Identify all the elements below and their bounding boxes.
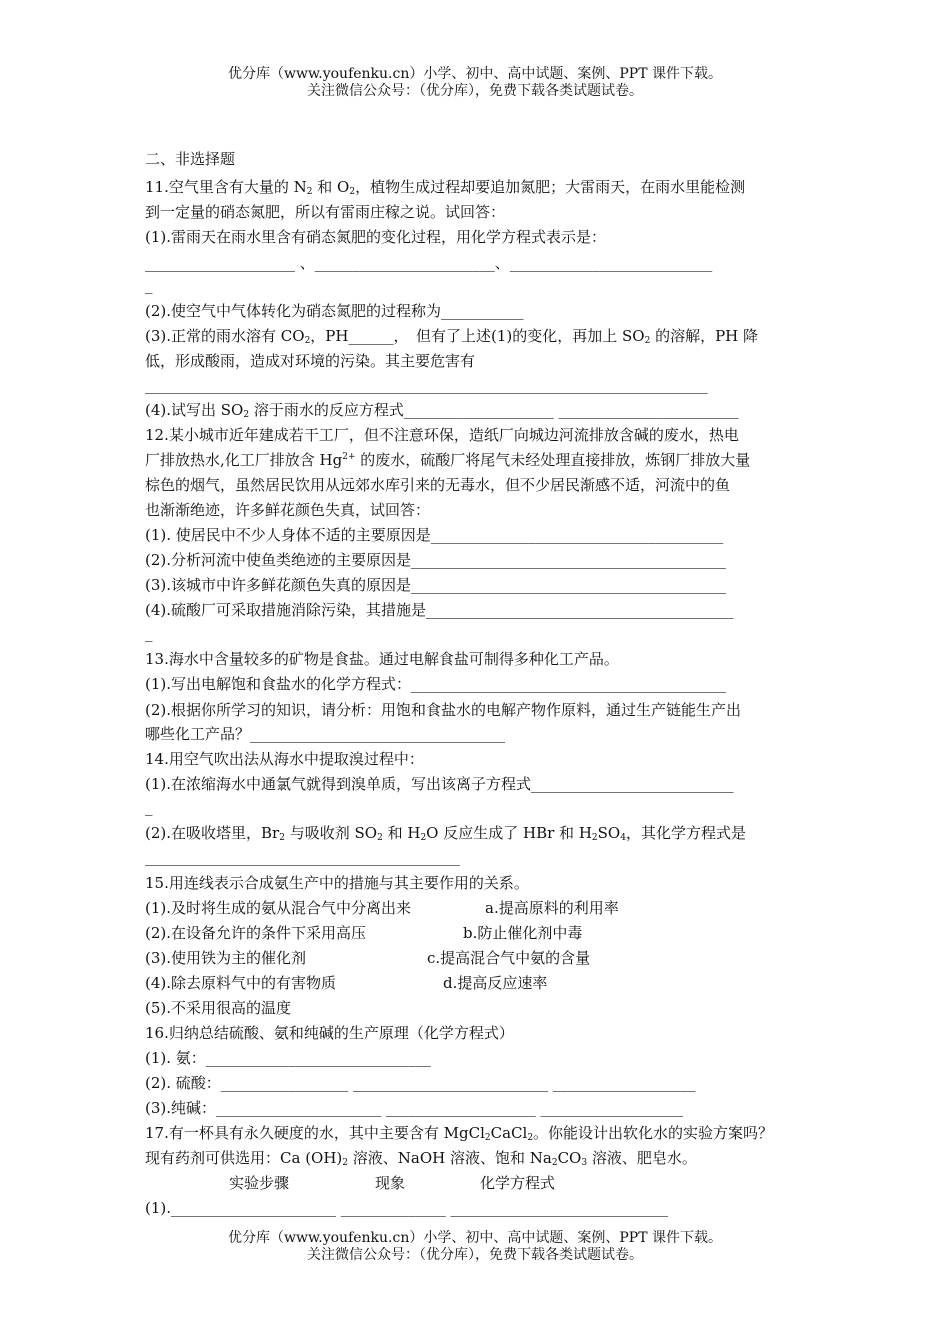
q15-measure-1[interactable]: (1).及时将生成的氨从混合气中分离出来 (145, 899, 412, 917)
page-footer (0, 1230, 950, 1264)
q11-part4[interactable]: (4).试写出 $SO_2$ 溶于雨水的反应方程式____________________ ________________________ (145, 401, 739, 420)
q15-effect-a[interactable]: a.提高原料的利用率 (485, 899, 619, 917)
q12-part1[interactable]: (1). 使居民中不少人身体不适的主要原因是_______________________________________ (145, 526, 724, 544)
q13-part2: (2).根据你所学习的知识，请分析：用饱和食盐水的电解产物作原料，通过生产链能生产出 (145, 701, 742, 719)
q13-part1[interactable]: (1).写出电解饱和食盐水的化学方程式：__________________________________________ (145, 675, 727, 693)
q11-part2[interactable]: (2).使空气中气体转化为硝态氮肥的过程称为___________ (145, 302, 524, 320)
q15-effect-d[interactable]: d.提高反应速率 (443, 974, 548, 992)
q15-stem: 15.用连线表示合成氨生产中的措施与其主要作用的关系。 (145, 874, 529, 892)
header-line-2: 关注微信公众号：（优分库），免费下载各类试题试卷。 (307, 83, 643, 99)
q11-part1-tail: _ (145, 276, 153, 294)
q17-col-phenomenon: 现象 (375, 1174, 406, 1192)
q15-measure-2[interactable]: (2).在设备允许的条件下采用高压 (145, 924, 367, 942)
q15-measure-3[interactable]: (3).使用铁为主的催化剂 (145, 949, 307, 967)
q11-stem: 11.空气里含有大量的 $N_2$ 和 $O_2$，植物生成过程却要追加氮肥；大雷雨天，在雨水里能检测 (145, 178, 746, 197)
footer-line-1: 优分库（www.youfenku.cn）小学、初中、高中试题、案例、PPT 课件下载。 (227, 1230, 722, 1246)
q11-part3-blank[interactable]: ___________________________________________________________________________ (145, 376, 708, 394)
q12-stem-line1: 12.某小城市近年建成若干工厂，但不注意环保，造纸厂向城边河流排放含碱的废水，热电 (145, 426, 739, 444)
q11-part3-line2: 低，形成酸雨，造成对环境的污染。其主要危害有 (145, 352, 476, 370)
q16-sulfuric-acid[interactable]: (2). 硫酸：_________________ __________________________ ___________________ (145, 1074, 696, 1092)
section-title: 二、非选择题 (145, 150, 236, 168)
q11-part1-blanks[interactable]: ____________________ 、________________________、___________________________ (145, 254, 713, 272)
header-line-1: 优分库（www.youfenku.cn）小学、初中、高中试题、案例、PPT 课件下载。 (227, 66, 722, 82)
q12-part3[interactable]: (3).该城市中许多鲜花颜色失真的原因是__________________________________________ (145, 576, 727, 594)
q13-stem: 13.海水中含量较多的矿物是食盐。通过电解食盐可制得多种化工产品。 (145, 650, 619, 668)
q11-part1: (1).雷雨天在雨水里含有硝态氮肥的变化过程，用化学方程式表示是： (145, 228, 607, 246)
q17-col-equation: 化学方程式 (480, 1174, 556, 1192)
q11-part3[interactable]: (3).正常的雨水溶有 $CO_2$，PH______， 但有了上述(1)的变化，再加上 $SO_2$ 的溶解，PH 降 (145, 327, 759, 346)
q12-part2[interactable]: (2).分析河流中使鱼类绝迹的主要原因是__________________________________________ (145, 551, 727, 569)
q12-stem-line4: 也渐渐绝迹，许多鲜花颜色失真，试回答： (145, 501, 431, 519)
q17-row-1[interactable]: (1).______________________ ______________ _____________________________ (145, 1199, 669, 1217)
q17-stem-line2: 现有药剂可供选用：Ca $(OH)_2$ 溶液、NaOH 溶液、饱和 $Na_2CO_3$ 溶液、肥皂水。 (145, 1149, 697, 1168)
q14-part2: (2).在吸收塔里，$Br_2$ 与吸收剂 $SO_2$ 和 $H_2O$ 反应生成了 HBr 和 $H_2SO_4$，其化学方程式是 (145, 824, 746, 843)
q14-stem: 14.用空气吹出法从海水中提取溴过程中： (145, 750, 424, 768)
q13-part2-line2[interactable]: 哪些化工产品？__________________________________ (145, 725, 506, 743)
q14-part2-blank[interactable]: __________________________________________ (145, 848, 460, 866)
q16-soda-ash[interactable]: (3).纯碱：______________________ ____________________ ___________________ (145, 1099, 684, 1117)
q16-stem: 16.归纳总结硫酸、氨和纯碱的生产原理（化学方程式） (145, 1024, 514, 1042)
page-header (0, 66, 950, 100)
q11-stem-line2: 到一定量的硝态氮肥，所以有雷雨庄稼之说。试回答： (145, 203, 506, 221)
q14-part1[interactable]: (1).在浓缩海水中通氯气就得到溴单质，写出该离子方程式___________________________ (145, 775, 734, 793)
q14-part1-tail: _ (145, 798, 153, 816)
q15-measure-4[interactable]: (4).除去原料气中的有害物质 (145, 974, 337, 992)
q12-part4[interactable]: (4).硫酸厂可采取措施消除污染，其措施是_________________________________________ (145, 601, 734, 619)
q15-effect-b[interactable]: b.防止催化剂中毒 (463, 924, 583, 942)
q15-effect-c[interactable]: c.提高混合气中氨的含量 (427, 949, 591, 967)
q17-col-steps: 实验步骤 (229, 1174, 290, 1192)
q12-part4-tail: _ (145, 624, 153, 642)
q16-ammonia[interactable]: (1). 氨：______________________________ (145, 1049, 431, 1067)
footer-line-2: 关注微信公众号：（优分库），免费下载各类试题试卷。 (307, 1247, 643, 1263)
q12-stem-line2: 厂排放热水,化工厂排放含 $Hg^{2+}$ 的废水，硫酸厂将尾气未经处理直接排放，炼钢厂排放大量 (145, 451, 751, 469)
q12-stem-line3: 棕色的烟气，虽然居民饮用从远郊水库引来的无毒水，但不少居民渐感不适，河流中的鱼 (145, 476, 731, 494)
q17-stem-line1: 17.有一杯具有永久硬度的水，其中主要含有 MgCl$_2$CaCl$_2$。你能设计出软化水的实验方案吗？ (145, 1124, 774, 1143)
q15-measure-5[interactable]: (5).不采用很高的温度 (145, 999, 292, 1017)
